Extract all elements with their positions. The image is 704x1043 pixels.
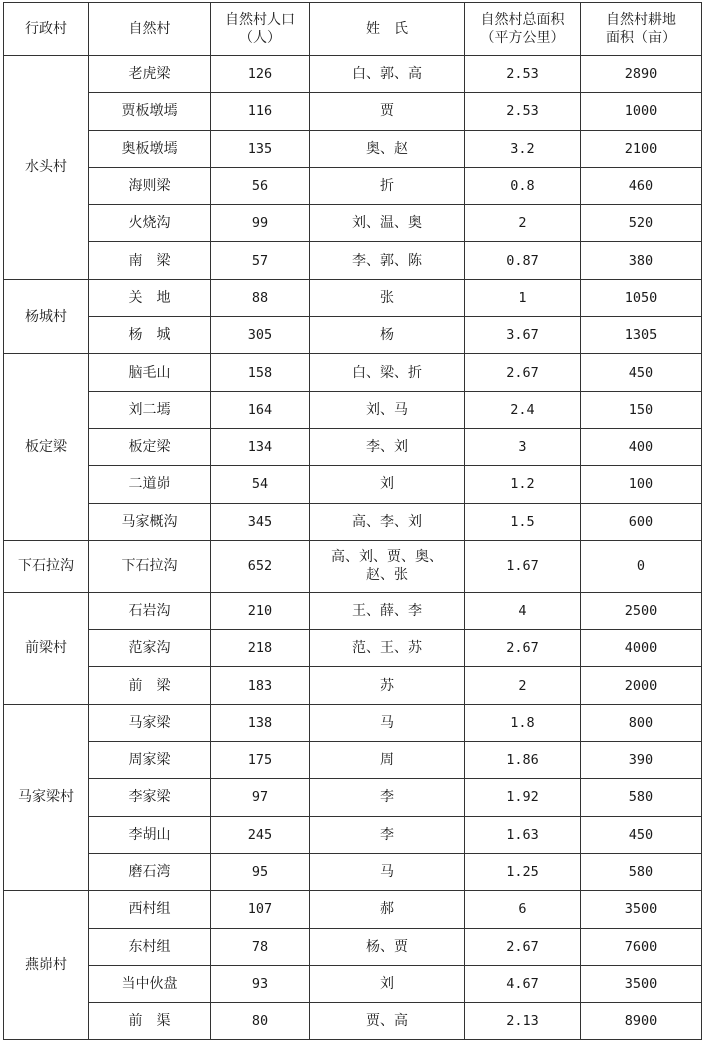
farmland-cell: 4000 xyxy=(581,630,702,667)
table-row xyxy=(4,704,702,741)
farmland-cell: 520 xyxy=(581,205,702,242)
farmland-cell: 8900 xyxy=(581,1003,702,1040)
population-cell: 54 xyxy=(211,466,310,503)
surnames-cell: 范、王、苏 xyxy=(310,630,465,667)
total-area-cell: 1.2 xyxy=(465,466,581,503)
table-row xyxy=(4,540,702,592)
total-area-cell: 2.53 xyxy=(465,56,581,93)
table-row xyxy=(4,317,702,354)
table-row xyxy=(4,279,702,316)
natural-village-cell: 贾板墩墕 xyxy=(89,93,211,130)
farmland-cell: 2890 xyxy=(581,56,702,93)
admin-village-cell: 板定梁 xyxy=(4,354,89,540)
total-area-cell: 3 xyxy=(465,428,581,465)
surnames-cell: 王、薛、李 xyxy=(310,592,465,629)
natural-village-cell: 下石拉沟 xyxy=(89,540,211,592)
farmland-cell: 380 xyxy=(581,242,702,279)
surnames-cell: 刘、马 xyxy=(310,391,465,428)
farmland-cell: 1050 xyxy=(581,279,702,316)
population-cell: 245 xyxy=(211,816,310,853)
surnames-cell: 李 xyxy=(310,779,465,816)
surnames-cell: 刘 xyxy=(310,965,465,1002)
population-cell: 134 xyxy=(211,428,310,465)
farmland-cell: 2500 xyxy=(581,592,702,629)
population-cell: 183 xyxy=(211,667,310,704)
village-statistics-table xyxy=(3,2,702,1040)
total-area-cell: 4.67 xyxy=(465,965,581,1002)
surnames-cell: 白、梁、折 xyxy=(310,354,465,391)
surnames-cell: 折 xyxy=(310,167,465,204)
admin-village-cell: 马家梁村 xyxy=(4,704,89,890)
header-total-area: 自然村总面积 （平方公里） xyxy=(465,3,581,56)
farmland-cell: 2100 xyxy=(581,130,702,167)
surnames-cell: 李、郭、陈 xyxy=(310,242,465,279)
table-row xyxy=(4,354,702,391)
surnames-cell: 奥、赵 xyxy=(310,130,465,167)
population-cell: 88 xyxy=(211,279,310,316)
total-area-cell: 4 xyxy=(465,592,581,629)
population-cell: 218 xyxy=(211,630,310,667)
table-row xyxy=(4,391,702,428)
natural-village-cell: 前 渠 xyxy=(89,1003,211,1040)
header-surnames: 姓 氏 xyxy=(310,3,465,56)
table-row xyxy=(4,242,702,279)
natural-village-cell: 前 梁 xyxy=(89,667,211,704)
natural-village-cell: 周家梁 xyxy=(89,742,211,779)
table-row xyxy=(4,592,702,629)
farmland-cell: 150 xyxy=(581,391,702,428)
population-cell: 652 xyxy=(211,540,310,592)
population-cell: 158 xyxy=(211,354,310,391)
surnames-cell: 刘 xyxy=(310,466,465,503)
population-cell: 175 xyxy=(211,742,310,779)
total-area-cell: 1.5 xyxy=(465,503,581,540)
total-area-cell: 1.63 xyxy=(465,816,581,853)
natural-village-cell: 刘二墕 xyxy=(89,391,211,428)
farmland-cell: 600 xyxy=(581,503,702,540)
table-row xyxy=(4,816,702,853)
total-area-cell: 1.8 xyxy=(465,704,581,741)
table-row xyxy=(4,428,702,465)
farmland-cell: 800 xyxy=(581,704,702,741)
natural-village-cell: 磨石湾 xyxy=(89,853,211,890)
total-area-cell: 2.13 xyxy=(465,1003,581,1040)
table-row xyxy=(4,93,702,130)
farmland-cell: 580 xyxy=(581,853,702,890)
population-cell: 126 xyxy=(211,56,310,93)
population-cell: 80 xyxy=(211,1003,310,1040)
surnames-cell: 马 xyxy=(310,704,465,741)
natural-village-cell: 石岩沟 xyxy=(89,592,211,629)
admin-village-cell: 杨城村 xyxy=(4,279,89,354)
table-row xyxy=(4,630,702,667)
total-area-cell: 1.86 xyxy=(465,742,581,779)
admin-village-cell: 水头村 xyxy=(4,56,89,280)
population-cell: 99 xyxy=(211,205,310,242)
farmland-cell: 390 xyxy=(581,742,702,779)
natural-village-cell: 海则梁 xyxy=(89,167,211,204)
farmland-cell: 3500 xyxy=(581,965,702,1002)
header-admin-village: 行政村 xyxy=(4,3,89,56)
natural-village-cell: 马家概沟 xyxy=(89,503,211,540)
population-cell: 95 xyxy=(211,853,310,890)
natural-village-cell: 关 地 xyxy=(89,279,211,316)
population-cell: 56 xyxy=(211,167,310,204)
total-area-cell: 0.87 xyxy=(465,242,581,279)
total-area-cell: 2 xyxy=(465,667,581,704)
surnames-cell: 周 xyxy=(310,742,465,779)
population-cell: 164 xyxy=(211,391,310,428)
farmland-cell: 460 xyxy=(581,167,702,204)
natural-village-cell: 脑毛山 xyxy=(89,354,211,391)
table-row xyxy=(4,1003,702,1040)
total-area-cell: 2.67 xyxy=(465,630,581,667)
table-row xyxy=(4,167,702,204)
natural-village-cell: 火烧沟 xyxy=(89,205,211,242)
surnames-cell: 高、李、刘 xyxy=(310,503,465,540)
surnames-cell: 白、郭、高 xyxy=(310,56,465,93)
total-area-cell: 3.67 xyxy=(465,317,581,354)
population-cell: 345 xyxy=(211,503,310,540)
table-row xyxy=(4,205,702,242)
admin-village-cell: 前梁村 xyxy=(4,592,89,704)
natural-village-cell: 马家梁 xyxy=(89,704,211,741)
table-body xyxy=(4,56,702,1040)
natural-village-cell: 奥板墩墕 xyxy=(89,130,211,167)
population-cell: 107 xyxy=(211,891,310,928)
population-cell: 97 xyxy=(211,779,310,816)
surnames-cell: 张 xyxy=(310,279,465,316)
natural-village-cell: 西村组 xyxy=(89,891,211,928)
table-row xyxy=(4,965,702,1002)
header-natural-village: 自然村 xyxy=(89,3,211,56)
header-population: 自然村人口 （人） xyxy=(211,3,310,56)
header-farmland: 自然村耕地 面积（亩） xyxy=(581,3,702,56)
farmland-cell: 7600 xyxy=(581,928,702,965)
table-row xyxy=(4,742,702,779)
table-row xyxy=(4,503,702,540)
natural-village-cell: 老虎梁 xyxy=(89,56,211,93)
farmland-cell: 1000 xyxy=(581,93,702,130)
farmland-cell: 2000 xyxy=(581,667,702,704)
header-row xyxy=(4,3,702,56)
surnames-cell: 高、刘、贾、奥、 赵、张 xyxy=(310,540,465,592)
population-cell: 305 xyxy=(211,317,310,354)
total-area-cell: 2.67 xyxy=(465,354,581,391)
total-area-cell: 6 xyxy=(465,891,581,928)
population-cell: 78 xyxy=(211,928,310,965)
natural-village-cell: 范家沟 xyxy=(89,630,211,667)
surnames-cell: 李、刘 xyxy=(310,428,465,465)
total-area-cell: 1.25 xyxy=(465,853,581,890)
table-row xyxy=(4,928,702,965)
admin-village-cell: 下石拉沟 xyxy=(4,540,89,592)
farmland-cell: 100 xyxy=(581,466,702,503)
table-row xyxy=(4,779,702,816)
total-area-cell: 2.4 xyxy=(465,391,581,428)
population-cell: 138 xyxy=(211,704,310,741)
farmland-cell: 1305 xyxy=(581,317,702,354)
farmland-cell: 0 xyxy=(581,540,702,592)
natural-village-cell: 南 梁 xyxy=(89,242,211,279)
table-row xyxy=(4,853,702,890)
surnames-cell: 杨、贾 xyxy=(310,928,465,965)
table-row xyxy=(4,891,702,928)
natural-village-cell: 东村组 xyxy=(89,928,211,965)
surnames-cell: 杨 xyxy=(310,317,465,354)
surnames-cell: 贾 xyxy=(310,93,465,130)
farmland-cell: 400 xyxy=(581,428,702,465)
farmland-cell: 450 xyxy=(581,354,702,391)
natural-village-cell: 当中伙盘 xyxy=(89,965,211,1002)
total-area-cell: 2.53 xyxy=(465,93,581,130)
total-area-cell: 1.92 xyxy=(465,779,581,816)
population-cell: 116 xyxy=(211,93,310,130)
total-area-cell: 1.67 xyxy=(465,540,581,592)
population-cell: 57 xyxy=(211,242,310,279)
natural-village-cell: 二道峁 xyxy=(89,466,211,503)
farmland-cell: 580 xyxy=(581,779,702,816)
population-cell: 135 xyxy=(211,130,310,167)
farmland-cell: 450 xyxy=(581,816,702,853)
surnames-cell: 刘、温、奥 xyxy=(310,205,465,242)
surnames-cell: 郝 xyxy=(310,891,465,928)
surnames-cell: 马 xyxy=(310,853,465,890)
natural-village-cell: 李家梁 xyxy=(89,779,211,816)
population-cell: 93 xyxy=(211,965,310,1002)
surnames-cell: 贾、高 xyxy=(310,1003,465,1040)
total-area-cell: 2 xyxy=(465,205,581,242)
natural-village-cell: 杨 城 xyxy=(89,317,211,354)
total-area-cell: 2.67 xyxy=(465,928,581,965)
farmland-cell: 3500 xyxy=(581,891,702,928)
total-area-cell: 1 xyxy=(465,279,581,316)
natural-village-cell: 李胡山 xyxy=(89,816,211,853)
population-cell: 210 xyxy=(211,592,310,629)
table-row xyxy=(4,667,702,704)
total-area-cell: 0.8 xyxy=(465,167,581,204)
natural-village-cell: 板定梁 xyxy=(89,428,211,465)
surnames-cell: 李 xyxy=(310,816,465,853)
table-row xyxy=(4,56,702,93)
total-area-cell: 3.2 xyxy=(465,130,581,167)
surnames-cell: 苏 xyxy=(310,667,465,704)
table-row xyxy=(4,130,702,167)
admin-village-cell: 燕峁村 xyxy=(4,891,89,1040)
table-row xyxy=(4,466,702,503)
